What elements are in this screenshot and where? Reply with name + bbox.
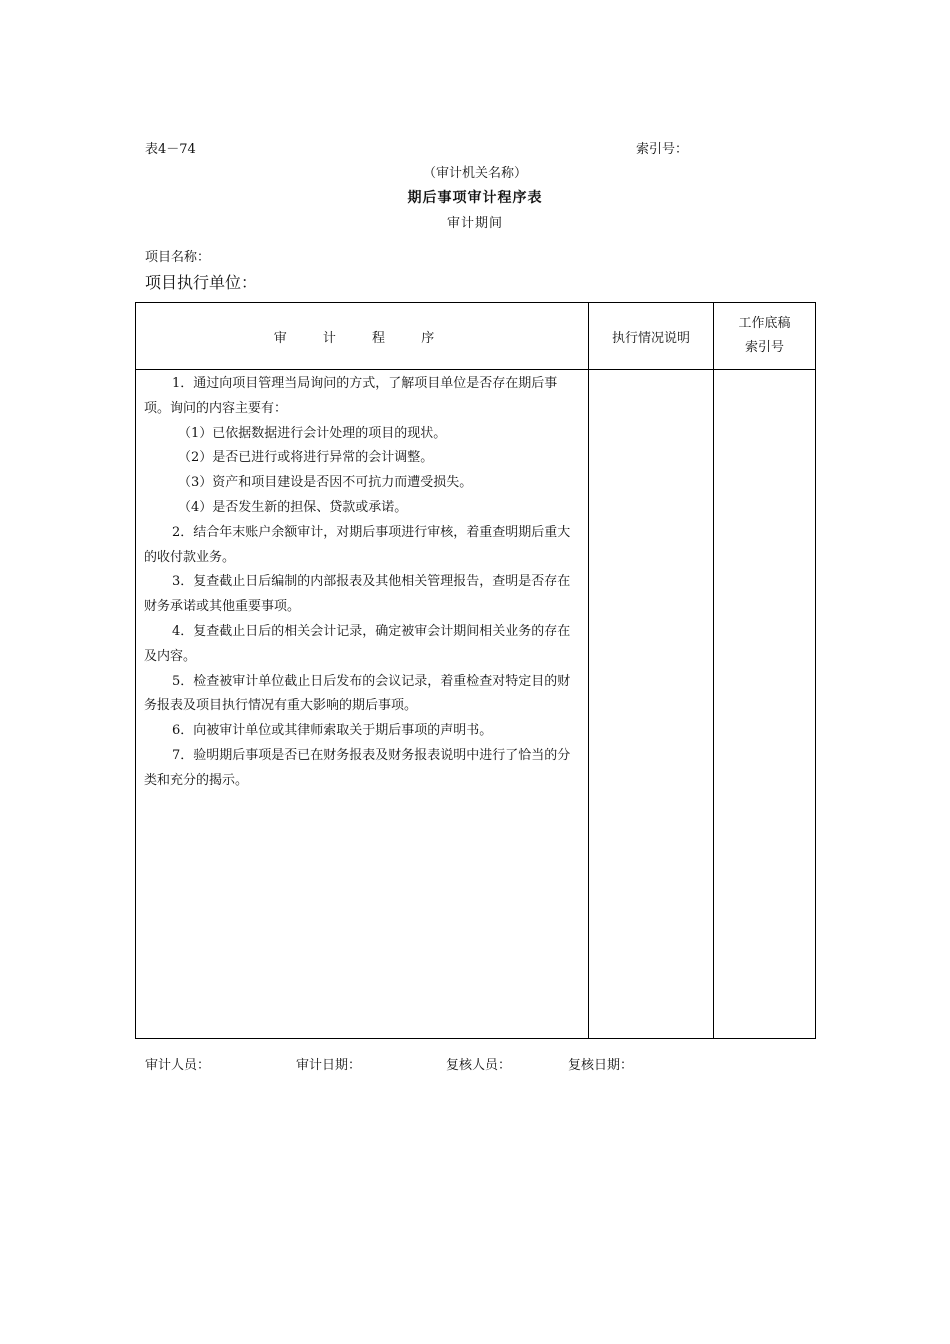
procedure-subitem: （3）资产和项目建设是否因不可抗力而遭受损失。	[178, 475, 473, 491]
procedure-subitem: （1）已依据数据进行会计处理的项目的现状。	[178, 425, 447, 441]
procedure-item: 7．验明期后事项是否已在财务报表及财务报表说明中进行了恰当的分类和充分的揭示。	[144, 747, 571, 788]
procedure-item: 1．通过向项目管理当局询问的方式，了解项目单位是否存在期后事项。询问的内容主要有：	[144, 376, 558, 416]
procedure-subitem: （2）是否已进行或将进行异常的会计调整。	[178, 450, 434, 466]
index-number-label: 索引号：	[636, 142, 689, 157]
header-audit-procedure: 审 计 程 序	[136, 303, 589, 370]
audit-org-name: （审计机关名称）	[422, 166, 527, 181]
audit-date-label: 审计日期：	[296, 1058, 362, 1073]
table-code: 表4－74	[145, 142, 196, 157]
table-body-row	[136, 370, 816, 1039]
audit-period: 审计期间	[446, 216, 503, 231]
header-workpaper-index	[714, 303, 816, 370]
procedure-item: 4．复查截止日后的相关会计记录，确定被审会计期间相关业务的存在及内容。	[144, 623, 571, 664]
review-date-label: 复核日期：	[568, 1058, 634, 1073]
project-name-label: 项目名称：	[145, 250, 211, 265]
project-unit-label: 项目执行单位：	[145, 273, 258, 292]
procedure-item: 5．检查被审计单位截止日后发布的会议记录，着重检查对特定目的财务报表及项目执行情况有重大影响的期后事项。	[144, 673, 571, 714]
procedure-item: 3．复查截止日后编制的内部报表及其他相关管理报告，查明是否存在财务承诺或其他重要事项。	[144, 574, 571, 615]
reviewer-label: 复核人员：	[446, 1058, 512, 1073]
header-workpaper-index-line1: 工作底稿	[738, 316, 791, 331]
table-header-row	[136, 303, 816, 370]
execution-notes-cell[interactable]	[589, 370, 714, 1039]
page-title: 期后事项审计程序表	[407, 190, 543, 206]
procedure-item: 6．向被审计单位或其律师索取关于期后事项的声明书。	[172, 723, 493, 739]
header-workpaper-index-line2: 索引号	[744, 340, 784, 355]
procedure-cell	[136, 370, 589, 1039]
workpaper-index-cell[interactable]	[714, 370, 816, 1039]
header-execution-notes: 执行情况说明	[589, 303, 714, 370]
procedure-item: 2．结合年末账户余额审计，对期后事项进行审核，着重查明期后重大的收付款业务。	[144, 524, 571, 565]
auditor-label: 审计人员：	[145, 1058, 211, 1073]
audit-procedure-table	[135, 302, 816, 1039]
procedure-subitem: （4）是否发生新的担保、贷款或承诺。	[178, 499, 408, 515]
